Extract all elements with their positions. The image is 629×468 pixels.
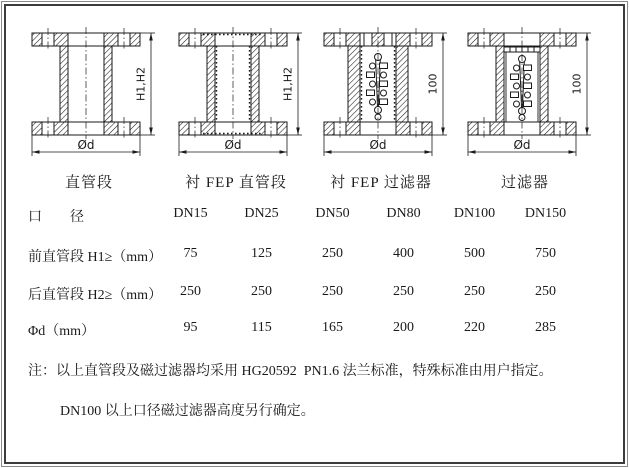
pipe-wall-left	[207, 46, 215, 122]
table-header-cell: DN50	[315, 206, 350, 221]
pipe-wall-left	[60, 46, 68, 122]
table-cell: 250	[535, 284, 556, 299]
table-cell: 165	[322, 320, 343, 335]
table-header-cell: DN25	[244, 206, 279, 221]
table-row-phid	[28, 320, 581, 340]
drawing-filter	[450, 25, 600, 167]
table-header-cell: DN100	[453, 206, 496, 221]
table-cell: 400	[393, 246, 414, 261]
table-cell: 95	[183, 320, 198, 335]
height-dimension-label: H1,H2	[134, 66, 148, 102]
table-header-row	[28, 206, 581, 226]
vessel-wall-left	[348, 46, 360, 122]
magnet-assembly	[367, 54, 388, 121]
magnet-assembly	[511, 56, 532, 121]
pipe-wall-right	[251, 46, 259, 122]
table-cell: 250	[393, 284, 414, 299]
drawing-fep-lined-filter	[306, 25, 456, 167]
table-cell: 220	[464, 320, 485, 335]
note-flange-standard: 注：以上直管段及磁过滤器均采用 HG20592 PN1.6 法兰标准，特殊标准由用户指定。	[28, 364, 553, 379]
diameter-dimension-label: Ød	[369, 138, 387, 152]
caption-filter: 过滤器	[500, 175, 549, 191]
table-header-cell: DN80	[386, 206, 421, 221]
table-cell: 250	[251, 284, 272, 299]
diameter-dimension-label: Ød	[224, 138, 242, 152]
vessel-wall-left	[496, 46, 504, 122]
table-row-h2	[28, 284, 581, 304]
table-row-label: Φd（mm）	[28, 324, 96, 339]
table-cell: 75	[183, 246, 198, 261]
drawing-fep-lined-pipe	[161, 25, 311, 167]
caption-fep-lined-filter: 衬 FEP 过滤器	[330, 175, 432, 191]
table-row-label: 前直管段 H1≥（mm）	[28, 250, 163, 265]
caption-fep-lined-pipe: 衬 FEP 直管段	[185, 175, 287, 191]
table-header-cell: DN15	[173, 206, 208, 221]
table-header-cell: DN150	[524, 206, 567, 221]
table-cell: 500	[464, 246, 485, 261]
vessel-wall-right	[396, 46, 408, 122]
diameter-dimension-label: Ød	[513, 138, 531, 152]
caption-straight-pipe: 直管段	[64, 175, 113, 191]
pipe-wall-right	[104, 46, 112, 122]
diameter-dimension-label: Ød	[77, 138, 95, 152]
table-row-h1	[28, 246, 581, 266]
vessel-wall-right	[540, 46, 548, 122]
table-cell: 285	[535, 320, 556, 335]
height-dimension-label: H1,H2	[281, 66, 295, 102]
drawing-straight-pipe	[14, 25, 164, 167]
table-cell: 750	[535, 246, 556, 261]
table-cell: 250	[322, 284, 343, 299]
table-cell: 115	[251, 320, 272, 335]
table-header-label: 口 径	[28, 210, 84, 225]
table-cell: 250	[322, 246, 343, 261]
table-cell: 250	[464, 284, 485, 299]
height-dimension-label: 100	[426, 73, 440, 95]
height-dimension-label: 100	[570, 73, 584, 95]
note-dn100-height: DN100 以上口径磁过滤器高度另行确定。	[60, 404, 315, 419]
table-cell: 200	[393, 320, 414, 335]
table-cell: 250	[180, 284, 201, 299]
table-row-label: 后直管段 H2≥（mm）	[28, 288, 163, 303]
table-cell: 125	[251, 246, 272, 261]
